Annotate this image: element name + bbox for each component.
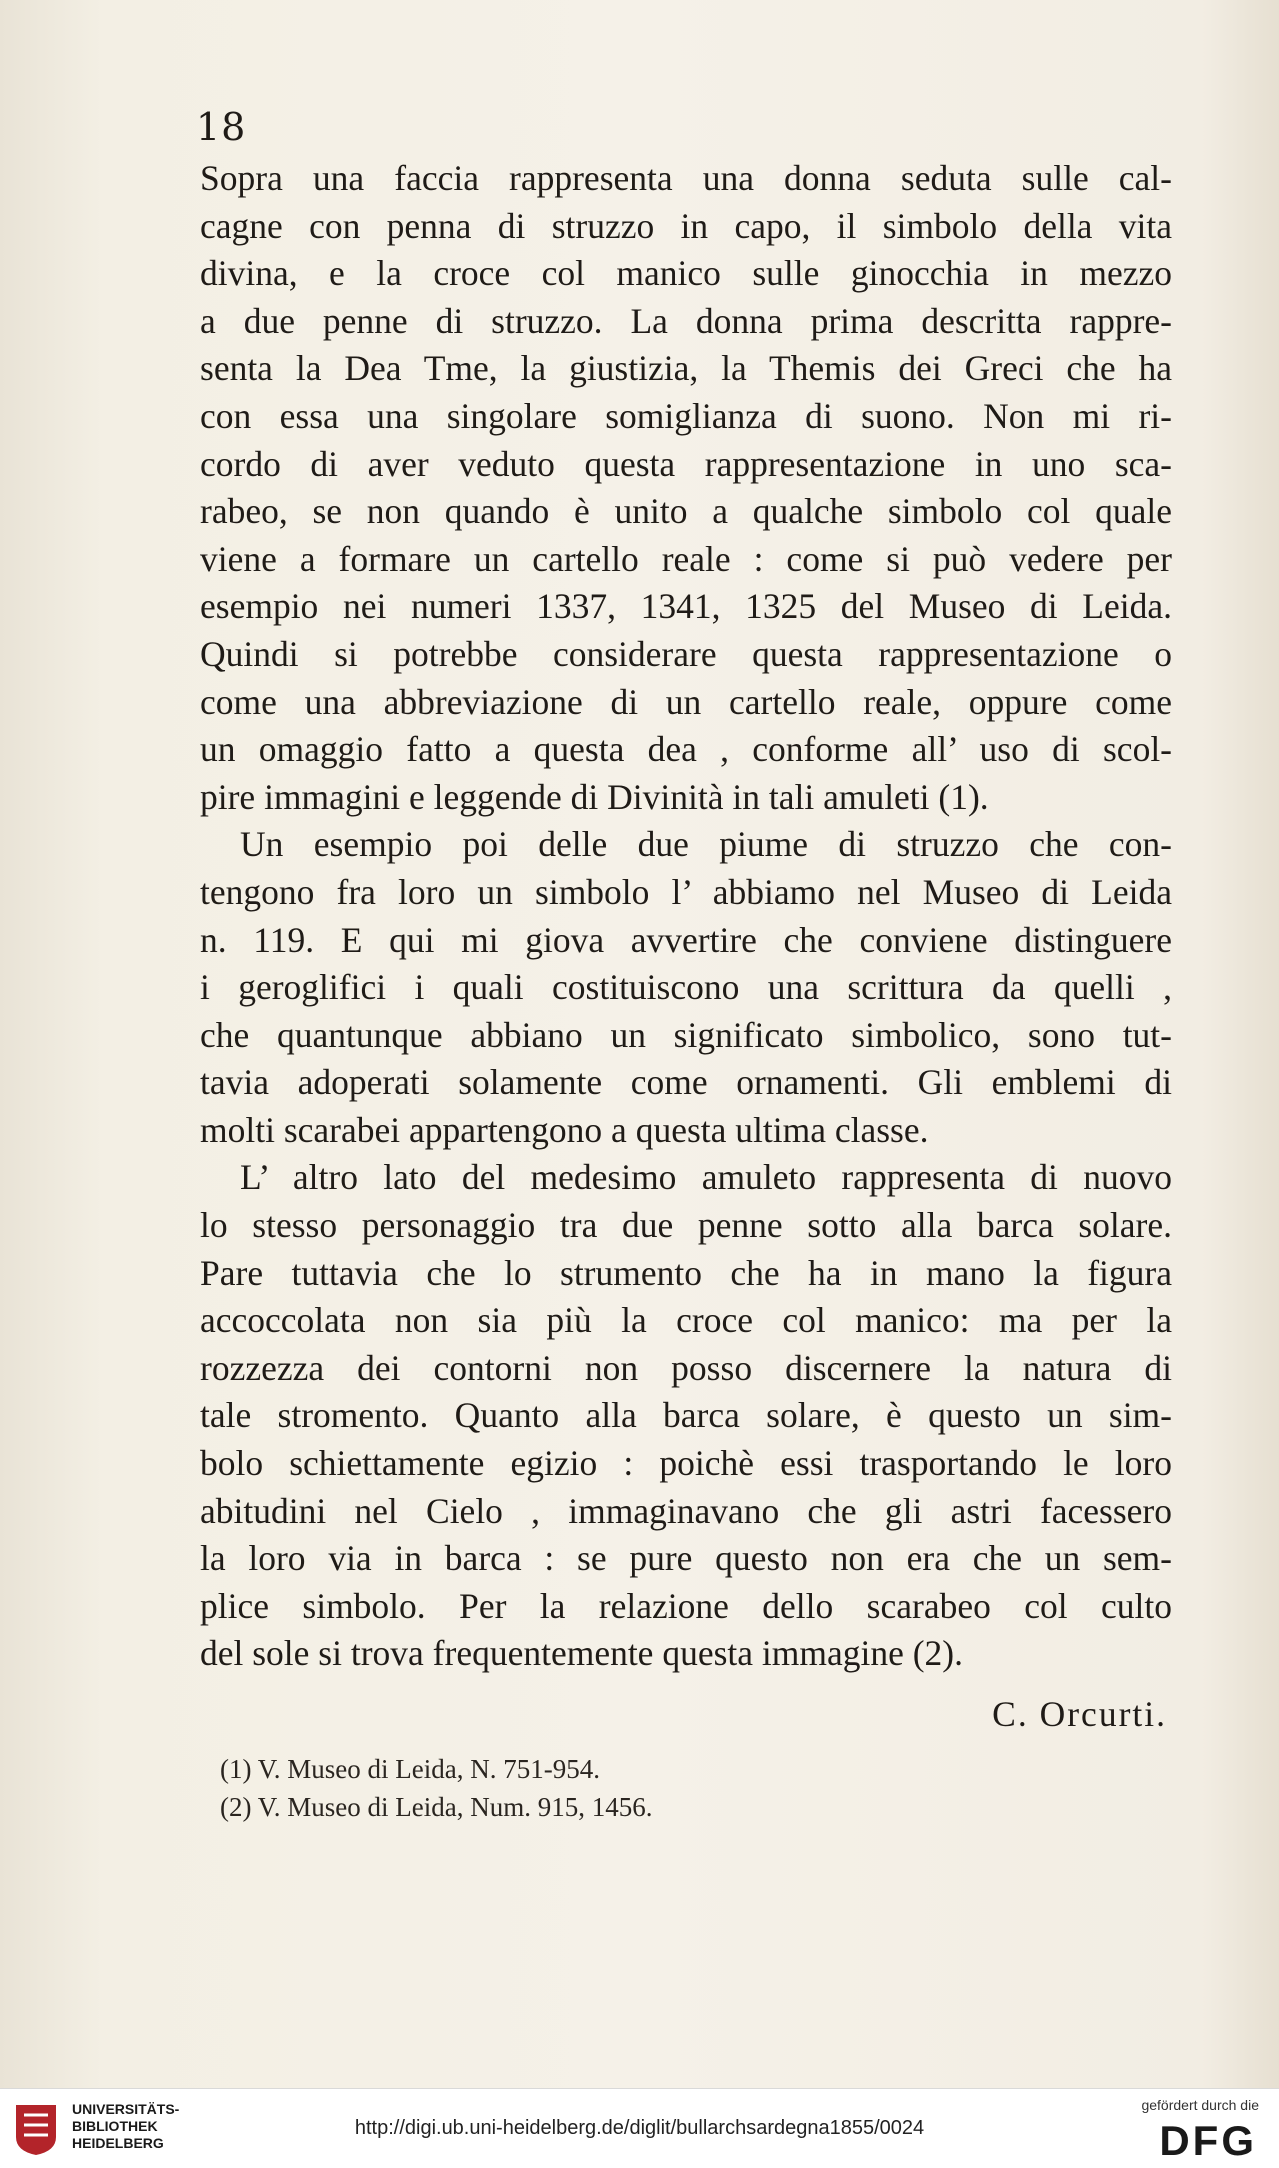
author-signature: C. Orcurti.	[992, 1694, 1167, 1734]
text-line: del sole si trova frequentemente questa immagine (2).	[200, 1633, 963, 1674]
institution-line: BIBLIOTHEK	[72, 2118, 158, 2134]
text-line: un omaggio fatto a questa dea , conforme all’ uso di scol-	[200, 729, 1172, 770]
text-line: bolo schiettamente egizio : poichè essi trasportando le loro	[200, 1443, 1172, 1484]
body-text	[200, 155, 1172, 1678]
text-line: Pare tuttavia che lo strumento che ha in mano la figura	[200, 1252, 1172, 1293]
text-line: esempio nei numeri 1337, 1341, 1325 del Museo di Leida.	[200, 586, 1172, 627]
text-line: cagne con penna di struzzo in capo, il simbolo della vita	[200, 205, 1172, 246]
funder-caption: gefördert durch die	[1141, 2097, 1259, 2113]
text-line: a due penne di struzzo. La donna prima descritta rappre-	[200, 300, 1172, 341]
text-line: cordo di aver veduto questa rappresentazione in uno sca-	[200, 443, 1172, 484]
text-line: che quantunque abbiano un significato simbolico, sono tut-	[200, 1014, 1172, 1055]
text-line: la loro via in barca : se pure questo non era che un sem-	[200, 1538, 1172, 1579]
institution-line: HEIDELBERG	[72, 2135, 164, 2151]
text-line: L’ altro lato del medesimo amuleto rappresenta di nuovo	[240, 1157, 1172, 1198]
footnote-2: (2) V. Museo di Leida, Num. 915, 1456.	[220, 1792, 653, 1822]
text-line: rabeo, se non quando è unito a qualche simbolo col quale	[200, 491, 1172, 532]
paragraph	[200, 1154, 1172, 1678]
text-line: lo stesso personaggio tra due penne sotto alla barca solare.	[200, 1205, 1172, 1246]
page-number: 18	[196, 105, 247, 149]
text-line: viene a formare un cartello reale : come si può vedere per	[200, 538, 1172, 579]
text-line: come una abbreviazione di un cartello reale, oppure come	[200, 681, 1172, 722]
text-line: Sopra una faccia rappresenta una donna seduta sulle cal-	[200, 158, 1172, 198]
text-line: tale stromento. Quanto alla barca solare, è questo un sim-	[200, 1395, 1172, 1436]
text-line: plice simbolo. Per la relazione dello scarabeo col culto	[200, 1585, 1172, 1626]
paragraph	[200, 155, 1172, 821]
text-line: accoccolata non sia più la croce col manico: ma per la	[200, 1300, 1172, 1341]
text-line: con essa una singolare somiglianza di suono. Non mi ri-	[200, 395, 1172, 436]
text-line: abitudini nel Cielo , immaginavano che gli astri facessero	[200, 1490, 1172, 1531]
text-line: tengono fra loro un simbolo l’ abbiamo nel Museo di Leida	[200, 871, 1172, 912]
paragraph	[200, 821, 1172, 1154]
text-line: Quindi si potrebbe considerare questa rappresentazione o	[200, 633, 1172, 674]
institution-line: UNIVERSITÄTS-	[72, 2101, 180, 2117]
text-line: n. 119. E qui mi giova avvertire che conviene distinguere	[200, 919, 1172, 960]
text-line: senta la Dea Tme, la giustizia, la Themis dei Greci che ha	[200, 348, 1172, 389]
text-line: divina, e la croce col manico sulle ginocchia in mezzo	[200, 253, 1172, 294]
text-line: Un esempio poi delle due piume di struzzo che con-	[240, 824, 1172, 865]
permalink[interactable]: http://digi.ub.uni-heidelberg.de/diglit/bullarchsardegna1855/0024	[354, 2117, 925, 2139]
viewer-footer	[0, 2088, 1279, 2168]
text-line: i geroglifici i quali costituiscono una scrittura da quelli ,	[200, 967, 1172, 1008]
footnote-1: (1) V. Museo di Leida, N. 751-954.	[220, 1754, 600, 1784]
text-line: molti scarabei appartengono a questa ultima classe.	[200, 1109, 929, 1150]
text-line: rozzezza dei contorni non posso discernere la natura di	[200, 1347, 1172, 1388]
footnotes	[220, 1750, 1120, 1826]
text-line: pire immagini e leggende di Divinità in tali amuleti (1).	[200, 776, 989, 817]
text-line: tavia adoperati solamente come ornamenti. Gli emblemi di	[200, 1062, 1172, 1103]
dfg-logo-icon: DFG	[1159, 2117, 1257, 2164]
